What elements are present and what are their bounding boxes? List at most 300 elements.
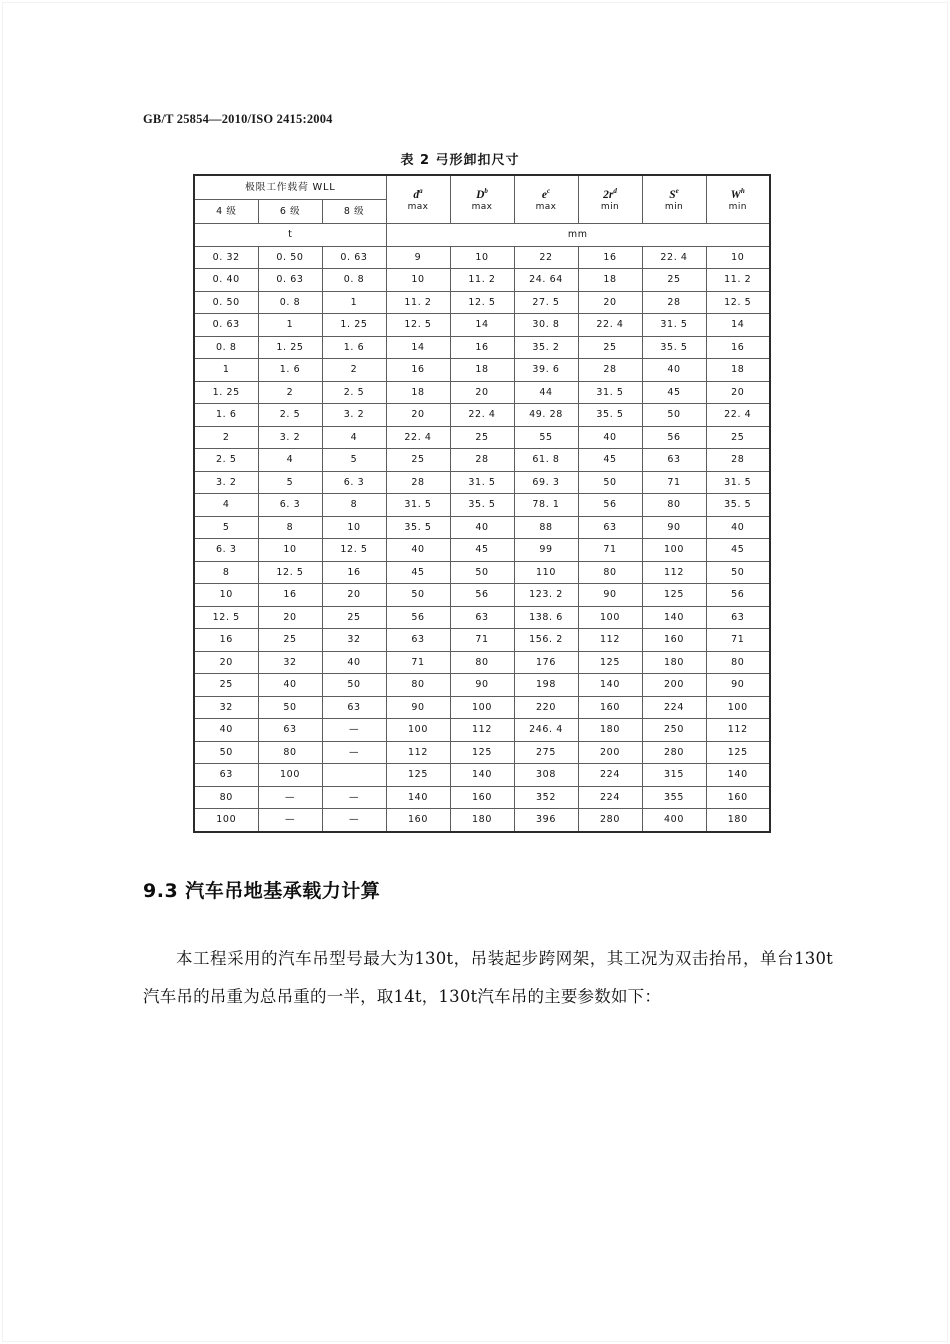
table-cell-r11-c2: 5 xyxy=(258,471,322,494)
table-cell-r14-c4: 40 xyxy=(386,539,450,562)
unit-dimensions: mm xyxy=(386,224,770,247)
table-cell-r6-c8: 40 xyxy=(642,359,706,382)
table-cell-r9-c7: 40 xyxy=(578,426,642,449)
table-cell-r3-c5: 12. 5 xyxy=(450,291,514,314)
table-cell-r7-c4: 18 xyxy=(386,381,450,404)
table-cell-r1-c9: 10 xyxy=(706,246,770,269)
table-cell-r7-c6: 44 xyxy=(514,381,578,404)
table-body xyxy=(194,246,770,832)
table-cell-r26-c2: — xyxy=(258,809,322,832)
table-cell-r16-c8: 125 xyxy=(642,584,706,607)
table-cell-r11-c3: 6. 3 xyxy=(322,471,386,494)
table-cell-r15-c9: 50 xyxy=(706,561,770,584)
table-cell-r19-c1: 20 xyxy=(194,651,258,674)
table-cell-r11-c4: 28 xyxy=(386,471,450,494)
table-cell-r5-c4: 14 xyxy=(386,336,450,359)
table-cell-r20-c1: 25 xyxy=(194,674,258,697)
table-cell-r10-c6: 61. 8 xyxy=(514,449,578,472)
table-cell-r5-c9: 16 xyxy=(706,336,770,359)
table-cell-r12-c7: 56 xyxy=(578,494,642,517)
table-cell-r17-c4: 56 xyxy=(386,606,450,629)
table-row xyxy=(194,764,770,787)
table-cell-r4-c8: 31. 5 xyxy=(642,314,706,337)
table-cell-r26-c6: 396 xyxy=(514,809,578,832)
table-cell-r16-c1: 10 xyxy=(194,584,258,607)
table-cell-r25-c2: — xyxy=(258,786,322,809)
symbol-e-superscript: c xyxy=(547,186,551,195)
table-row xyxy=(194,786,770,809)
header-grade-8: 8 级 xyxy=(322,200,386,224)
table-cell-r6-c7: 28 xyxy=(578,359,642,382)
limit-S: min xyxy=(664,201,684,212)
table-cell-r1-c5: 10 xyxy=(450,246,514,269)
table-cell-r20-c2: 40 xyxy=(258,674,322,697)
table-cell-r10-c1: 2. 5 xyxy=(194,449,258,472)
table-cell-r25-c5: 160 xyxy=(450,786,514,809)
table-cell-r23-c4: 112 xyxy=(386,741,450,764)
table-cell-r2-c5: 11. 2 xyxy=(450,269,514,292)
table-cell-r6-c4: 16 xyxy=(386,359,450,382)
symbol-d: $d^a$ xyxy=(413,186,423,201)
table-cell-r10-c2: 4 xyxy=(258,449,322,472)
table-cell-r16-c5: 56 xyxy=(450,584,514,607)
table-cell-r26-c4: 160 xyxy=(386,809,450,832)
table-cell-r9-c4: 22. 4 xyxy=(386,426,450,449)
table-cell-r18-c3: 32 xyxy=(322,629,386,652)
table-cell-r14-c2: 10 xyxy=(258,539,322,562)
table-row xyxy=(194,741,770,764)
table-cell-r20-c5: 90 xyxy=(450,674,514,697)
table-cell-r14-c5: 45 xyxy=(450,539,514,562)
table-cell-r12-c6: 78. 1 xyxy=(514,494,578,517)
table-cell-r8-c1: 1. 6 xyxy=(194,404,258,427)
table-cell-r8-c6: 49. 28 xyxy=(514,404,578,427)
table-cell-r17-c2: 20 xyxy=(258,606,322,629)
table-cell-r17-c5: 63 xyxy=(450,606,514,629)
table-cell-r15-c6: 110 xyxy=(514,561,578,584)
header-wll-group: 极限工作载荷 WLL xyxy=(194,175,386,200)
table-cell-r8-c4: 20 xyxy=(386,404,450,427)
table-caption: 表 2 弓形卸扣尺寸 xyxy=(400,153,520,168)
table-cell-r3-c4: 11. 2 xyxy=(386,291,450,314)
table-row xyxy=(194,471,770,494)
table-cell-r10-c7: 45 xyxy=(578,449,642,472)
table-cell-r1-c2: 0. 50 xyxy=(258,246,322,269)
scanned-standard-excerpt xyxy=(143,112,783,833)
table-cell-r3-c6: 27. 5 xyxy=(514,291,578,314)
table-cell-r2-c7: 18 xyxy=(578,269,642,292)
table-cell-r15-c8: 112 xyxy=(642,561,706,584)
table-cell-r5-c5: 16 xyxy=(450,336,514,359)
table-cell-r25-c8: 355 xyxy=(642,786,706,809)
table-cell-r9-c2: 3. 2 xyxy=(258,426,322,449)
header-col-2r xyxy=(578,175,642,224)
table-cell-r3-c7: 20 xyxy=(578,291,642,314)
table-cell-r22-c2: 63 xyxy=(258,719,322,742)
table-cell-r5-c7: 25 xyxy=(578,336,642,359)
table-cell-r17-c7: 100 xyxy=(578,606,642,629)
table-cell-r11-c8: 71 xyxy=(642,471,706,494)
table-cell-r10-c4: 25 xyxy=(386,449,450,472)
table-cell-r24-c1: 63 xyxy=(194,764,258,787)
table-cell-r13-c5: 40 xyxy=(450,516,514,539)
header-col-d xyxy=(386,175,450,224)
table-cell-r19-c7: 125 xyxy=(578,651,642,674)
table-row xyxy=(194,809,770,832)
limit-2r: min xyxy=(600,201,620,212)
header-col-D xyxy=(450,175,514,224)
table-cell-r19-c6: 176 xyxy=(514,651,578,674)
table-cell-r7-c8: 45 xyxy=(642,381,706,404)
table-row xyxy=(194,516,770,539)
table-cell-r16-c7: 90 xyxy=(578,584,642,607)
limit-D: max xyxy=(471,201,493,212)
table-cell-r18-c8: 160 xyxy=(642,629,706,652)
table-cell-r12-c9: 35. 5 xyxy=(706,494,770,517)
table-row xyxy=(194,494,770,517)
limit-e: max xyxy=(535,201,557,212)
table-cell-r6-c2: 1. 6 xyxy=(258,359,322,382)
table-cell-r15-c7: 80 xyxy=(578,561,642,584)
table-cell-r23-c9: 125 xyxy=(706,741,770,764)
table-cell-r1-c4: 9 xyxy=(386,246,450,269)
table-cell-r26-c3: — xyxy=(322,809,386,832)
table-row xyxy=(194,314,770,337)
table-cell-r15-c3: 16 xyxy=(322,561,386,584)
table-cell-r8-c9: 22. 4 xyxy=(706,404,770,427)
table-row xyxy=(194,359,770,382)
table-cell-r8-c3: 3. 2 xyxy=(322,404,386,427)
table-cell-r16-c2: 16 xyxy=(258,584,322,607)
table-cell-r2-c3: 0. 8 xyxy=(322,269,386,292)
table-cell-r5-c2: 1. 25 xyxy=(258,336,322,359)
table-cell-r18-c2: 25 xyxy=(258,629,322,652)
section-paragraph: 本工程采用的汽车吊型号最大为130t，吊装起步跨网架，其工况为双击抬吊，单台130t汽车吊的吊重为总吊重的一半，取14t，130t汽车吊的主要参数如下： xyxy=(143,949,833,1006)
table-cell-r25-c3: — xyxy=(322,786,386,809)
table-header-row-1 xyxy=(194,175,770,200)
symbol-2r: $2r^d$ xyxy=(603,186,617,201)
table-cell-r14-c9: 45 xyxy=(706,539,770,562)
table-cell-r18-c6: 156. 2 xyxy=(514,629,578,652)
table-cell-r11-c5: 31. 5 xyxy=(450,471,514,494)
table-row xyxy=(194,336,770,359)
symbol-D-cap: $D^b$ xyxy=(476,186,488,201)
table-header xyxy=(194,175,770,246)
table-cell-r15-c5: 50 xyxy=(450,561,514,584)
table-cell-r20-c6: 198 xyxy=(514,674,578,697)
table-cell-r19-c8: 180 xyxy=(642,651,706,674)
table-cell-r11-c7: 50 xyxy=(578,471,642,494)
table-cell-r23-c8: 280 xyxy=(642,741,706,764)
table-cell-r21-c9: 100 xyxy=(706,696,770,719)
table-cell-r4-c3: 1. 25 xyxy=(322,314,386,337)
symbol-W: $W^h$ xyxy=(730,186,745,201)
table-cell-r25-c1: 80 xyxy=(194,786,258,809)
table-cell-r17-c1: 12. 5 xyxy=(194,606,258,629)
table-cell-r12-c1: 4 xyxy=(194,494,258,517)
table-cell-r23-c6: 275 xyxy=(514,741,578,764)
table-cell-r12-c3: 8 xyxy=(322,494,386,517)
table-cell-r8-c8: 50 xyxy=(642,404,706,427)
table-row xyxy=(194,674,770,697)
table-cell-r24-c3 xyxy=(322,764,386,787)
table-cell-r19-c3: 40 xyxy=(322,651,386,674)
table-row xyxy=(194,449,770,472)
table-cell-r21-c1: 32 xyxy=(194,696,258,719)
table-cell-r26-c8: 400 xyxy=(642,809,706,832)
table-cell-r13-c6: 88 xyxy=(514,516,578,539)
table-cell-r5-c6: 35. 2 xyxy=(514,336,578,359)
table-cell-r25-c7: 224 xyxy=(578,786,642,809)
table-cell-r22-c1: 40 xyxy=(194,719,258,742)
table-row xyxy=(194,269,770,292)
table-cell-r13-c9: 40 xyxy=(706,516,770,539)
table-cell-r14-c3: 12. 5 xyxy=(322,539,386,562)
limit-d: max xyxy=(407,201,429,212)
table-cell-r22-c7: 180 xyxy=(578,719,642,742)
table-cell-r10-c8: 63 xyxy=(642,449,706,472)
table-cell-r4-c7: 22. 4 xyxy=(578,314,642,337)
table-cell-r23-c2: 80 xyxy=(258,741,322,764)
table-cell-r7-c3: 2. 5 xyxy=(322,381,386,404)
table-cell-r20-c3: 50 xyxy=(322,674,386,697)
table-row xyxy=(194,426,770,449)
table-cell-r21-c3: 63 xyxy=(322,696,386,719)
table-cell-r13-c7: 63 xyxy=(578,516,642,539)
header-grade-6: 6 级 xyxy=(258,200,322,224)
table-row xyxy=(194,584,770,607)
table-cell-r2-c4: 10 xyxy=(386,269,450,292)
section-heading-9-3: 9.3 汽车吊地基承载力计算 xyxy=(143,880,381,902)
table-row xyxy=(194,404,770,427)
table-cell-r10-c9: 28 xyxy=(706,449,770,472)
table-cell-r18-c1: 16 xyxy=(194,629,258,652)
table-cell-r3-c2: 0. 8 xyxy=(258,291,322,314)
table-cell-r4-c9: 14 xyxy=(706,314,770,337)
table-cell-r16-c9: 56 xyxy=(706,584,770,607)
table-cell-r6-c3: 2 xyxy=(322,359,386,382)
table-cell-r6-c6: 39. 6 xyxy=(514,359,578,382)
header-col-W xyxy=(706,175,770,224)
table-cell-r4-c1: 0. 63 xyxy=(194,314,258,337)
table-cell-r18-c7: 112 xyxy=(578,629,642,652)
table-cell-r25-c9: 160 xyxy=(706,786,770,809)
table-cell-r12-c5: 35. 5 xyxy=(450,494,514,517)
table-cell-r17-c8: 140 xyxy=(642,606,706,629)
table-cell-r14-c1: 6. 3 xyxy=(194,539,258,562)
table-cell-r5-c3: 1. 6 xyxy=(322,336,386,359)
table-cell-r7-c7: 31. 5 xyxy=(578,381,642,404)
table-cell-r24-c2: 100 xyxy=(258,764,322,787)
table-cell-r1-c6: 22 xyxy=(514,246,578,269)
table-cell-r7-c2: 2 xyxy=(258,381,322,404)
table-cell-r18-c4: 63 xyxy=(386,629,450,652)
table-cell-r23-c7: 200 xyxy=(578,741,642,764)
table-cell-r17-c6: 138. 6 xyxy=(514,606,578,629)
table-row xyxy=(194,606,770,629)
table-cell-r21-c5: 100 xyxy=(450,696,514,719)
table-cell-r4-c2: 1 xyxy=(258,314,322,337)
table-cell-r13-c4: 35. 5 xyxy=(386,516,450,539)
table-cell-r7-c1: 1. 25 xyxy=(194,381,258,404)
table-cell-r1-c1: 0. 32 xyxy=(194,246,258,269)
table-cell-r21-c2: 50 xyxy=(258,696,322,719)
table-cell-r25-c4: 140 xyxy=(386,786,450,809)
table-cell-r24-c6: 308 xyxy=(514,764,578,787)
table-cell-r8-c7: 35. 5 xyxy=(578,404,642,427)
table-cell-r22-c9: 112 xyxy=(706,719,770,742)
symbol-S: $S^e$ xyxy=(669,186,679,201)
table-row xyxy=(194,381,770,404)
table-row xyxy=(194,291,770,314)
table-cell-r20-c8: 200 xyxy=(642,674,706,697)
table-cell-r21-c6: 220 xyxy=(514,696,578,719)
table-row xyxy=(194,629,770,652)
table-cell-r1-c7: 16 xyxy=(578,246,642,269)
table-cell-r15-c4: 45 xyxy=(386,561,450,584)
table-cell-r13-c8: 90 xyxy=(642,516,706,539)
symbol-2r-superscript: d xyxy=(613,186,617,195)
table-cell-r19-c9: 80 xyxy=(706,651,770,674)
table-cell-r6-c5: 18 xyxy=(450,359,514,382)
table-cell-r14-c6: 99 xyxy=(514,539,578,562)
table-cell-r22-c4: 100 xyxy=(386,719,450,742)
table-cell-r20-c7: 140 xyxy=(578,674,642,697)
symbol-S-superscript: e xyxy=(675,186,679,195)
table-cell-r22-c5: 112 xyxy=(450,719,514,742)
table-cell-r2-c1: 0. 40 xyxy=(194,269,258,292)
table-cell-r23-c3: — xyxy=(322,741,386,764)
table-cell-r9-c5: 25 xyxy=(450,426,514,449)
table-cell-r18-c5: 71 xyxy=(450,629,514,652)
table-cell-r10-c5: 28 xyxy=(450,449,514,472)
table-cell-r11-c6: 69. 3 xyxy=(514,471,578,494)
table-units-row xyxy=(194,224,770,247)
table-row xyxy=(194,246,770,269)
table-cell-r17-c3: 25 xyxy=(322,606,386,629)
table-cell-r15-c2: 12. 5 xyxy=(258,561,322,584)
table-cell-r4-c5: 14 xyxy=(450,314,514,337)
table-cell-r22-c3: — xyxy=(322,719,386,742)
table-cell-r4-c6: 30. 8 xyxy=(514,314,578,337)
header-grade-4: 4 级 xyxy=(194,200,258,224)
table-cell-r2-c9: 11. 2 xyxy=(706,269,770,292)
table-cell-r6-c9: 18 xyxy=(706,359,770,382)
table-cell-r3-c3: 1 xyxy=(322,291,386,314)
table-cell-r16-c3: 20 xyxy=(322,584,386,607)
table-cell-r9-c9: 25 xyxy=(706,426,770,449)
table-cell-r13-c1: 5 xyxy=(194,516,258,539)
table-cell-r24-c8: 315 xyxy=(642,764,706,787)
table-cell-r23-c5: 125 xyxy=(450,741,514,764)
table-cell-r24-c5: 140 xyxy=(450,764,514,787)
table-cell-r15-c1: 8 xyxy=(194,561,258,584)
unit-wll: t xyxy=(194,224,386,247)
table-cell-r26-c5: 180 xyxy=(450,809,514,832)
table-cell-r14-c7: 71 xyxy=(578,539,642,562)
table-row xyxy=(194,561,770,584)
standard-code-header: GB/T 25854—2010/ISO 2415:2004 xyxy=(143,112,333,126)
table-cell-r4-c4: 12. 5 xyxy=(386,314,450,337)
table-cell-r10-c3: 5 xyxy=(322,449,386,472)
table-cell-r20-c4: 80 xyxy=(386,674,450,697)
header-col-e xyxy=(514,175,578,224)
table-cell-r7-c9: 20 xyxy=(706,381,770,404)
table-cell-r16-c4: 50 xyxy=(386,584,450,607)
table-cell-r1-c3: 0. 63 xyxy=(322,246,386,269)
table-cell-r9-c8: 56 xyxy=(642,426,706,449)
table-cell-r5-c8: 35. 5 xyxy=(642,336,706,359)
table-cell-r23-c1: 50 xyxy=(194,741,258,764)
table-cell-r20-c9: 90 xyxy=(706,674,770,697)
table-cell-r2-c2: 0. 63 xyxy=(258,269,322,292)
symbol-D-superscript: b xyxy=(484,186,488,195)
table-cell-r12-c2: 6. 3 xyxy=(258,494,322,517)
table-cell-r13-c2: 8 xyxy=(258,516,322,539)
table-cell-r17-c9: 63 xyxy=(706,606,770,629)
table-row xyxy=(194,539,770,562)
table-cell-r9-c3: 4 xyxy=(322,426,386,449)
symbol-d-superscript: a xyxy=(419,186,423,195)
table-row xyxy=(194,696,770,719)
table-cell-r21-c7: 160 xyxy=(578,696,642,719)
table-cell-r16-c6: 123. 2 xyxy=(514,584,578,607)
limit-W: min xyxy=(728,201,747,212)
table-cell-r5-c1: 0. 8 xyxy=(194,336,258,359)
table-cell-r21-c4: 90 xyxy=(386,696,450,719)
table-cell-r11-c9: 31. 5 xyxy=(706,471,770,494)
table-row xyxy=(194,719,770,742)
table-cell-r19-c2: 32 xyxy=(258,651,322,674)
table-cell-r24-c4: 125 xyxy=(386,764,450,787)
table-cell-r9-c6: 55 xyxy=(514,426,578,449)
table-cell-r3-c1: 0. 50 xyxy=(194,291,258,314)
table-cell-r19-c5: 80 xyxy=(450,651,514,674)
table-cell-r24-c7: 224 xyxy=(578,764,642,787)
table-cell-r14-c8: 100 xyxy=(642,539,706,562)
table-cell-r2-c6: 24. 64 xyxy=(514,269,578,292)
table-cell-r1-c8: 22. 4 xyxy=(642,246,706,269)
table-cell-r13-c3: 10 xyxy=(322,516,386,539)
table-cell-r6-c1: 1 xyxy=(194,359,258,382)
table-cell-r7-c5: 20 xyxy=(450,381,514,404)
header-col-S xyxy=(642,175,706,224)
table-cell-r8-c2: 2. 5 xyxy=(258,404,322,427)
table-cell-r24-c9: 140 xyxy=(706,764,770,787)
table-cell-r19-c4: 71 xyxy=(386,651,450,674)
table-cell-r21-c8: 224 xyxy=(642,696,706,719)
table-cell-r9-c1: 2 xyxy=(194,426,258,449)
table-row xyxy=(194,651,770,674)
table-cell-r26-c1: 100 xyxy=(194,809,258,832)
table-cell-r18-c9: 71 xyxy=(706,629,770,652)
symbol-e: $e^c$ xyxy=(541,186,551,201)
table-cell-r22-c6: 246. 4 xyxy=(514,719,578,742)
table-cell-r2-c8: 25 xyxy=(642,269,706,292)
table-cell-r26-c9: 180 xyxy=(706,809,770,832)
symbol-W-superscript: h xyxy=(740,186,745,195)
table-cell-r3-c9: 12. 5 xyxy=(706,291,770,314)
table-cell-r11-c1: 3. 2 xyxy=(194,471,258,494)
shackle-dimensions-table xyxy=(193,174,771,833)
table-cell-r22-c8: 250 xyxy=(642,719,706,742)
table-cell-r3-c8: 28 xyxy=(642,291,706,314)
table-cell-r12-c4: 31. 5 xyxy=(386,494,450,517)
table-cell-r25-c6: 352 xyxy=(514,786,578,809)
table-cell-r12-c8: 80 xyxy=(642,494,706,517)
table-cell-r26-c7: 280 xyxy=(578,809,642,832)
table-cell-r8-c5: 22. 4 xyxy=(450,404,514,427)
